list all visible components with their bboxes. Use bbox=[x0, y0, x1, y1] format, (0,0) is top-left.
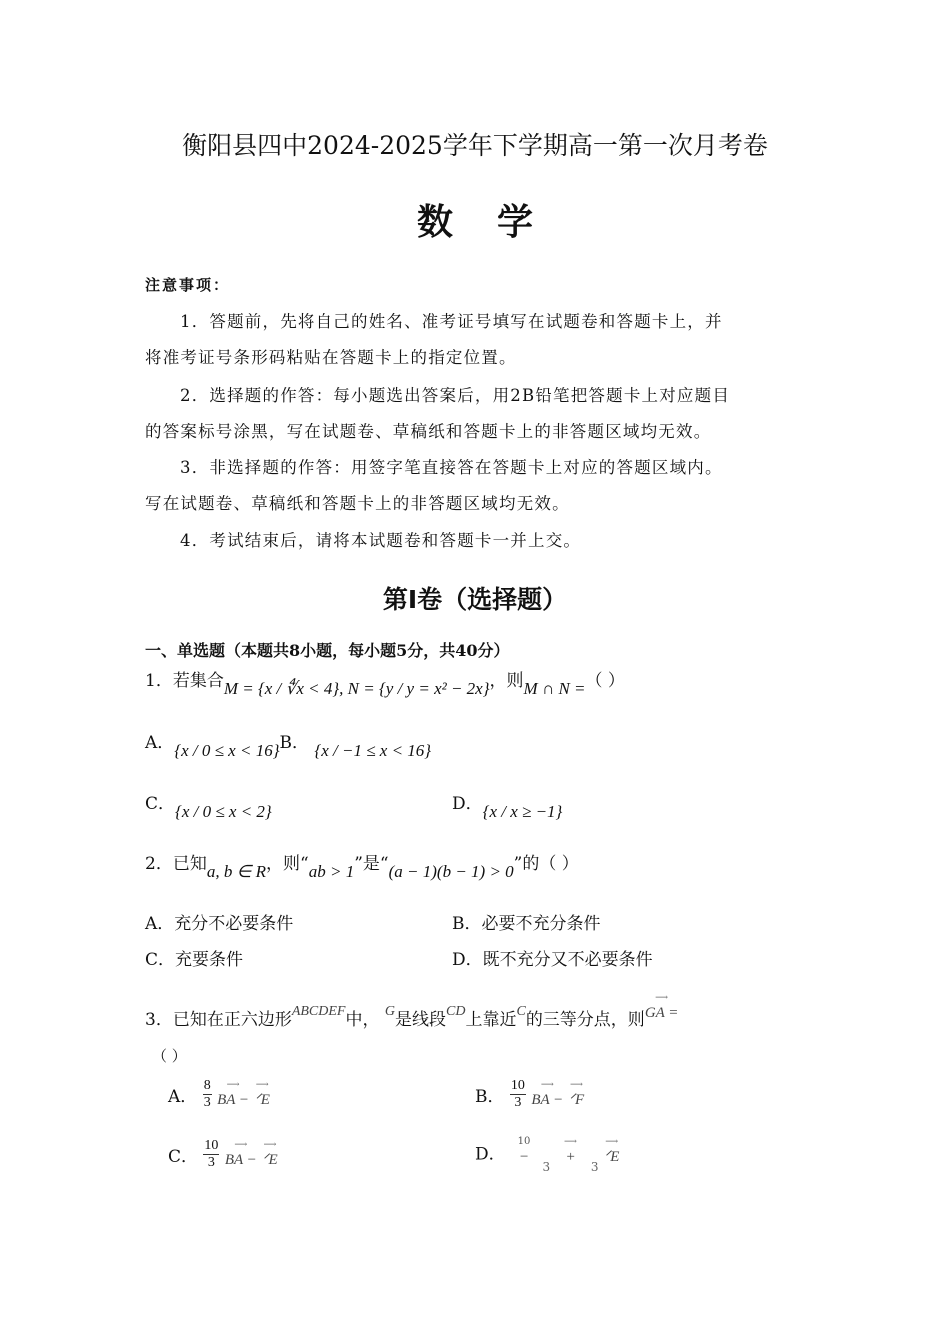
q3-option-d-term-2 bbox=[556, 1138, 586, 1166]
q1-option-a-label: A． bbox=[145, 733, 175, 753]
vector-arrow-icon: ⟶ bbox=[255, 1079, 269, 1090]
q3-option-b-label: B． bbox=[475, 1087, 505, 1107]
q2-q: (a − 1)(b − 1) > 0 bbox=[388, 862, 514, 881]
vector-arrow-icon: ⟶ bbox=[540, 1079, 554, 1090]
q3-option-d-term-1 bbox=[511, 1138, 537, 1166]
vector-arrow-icon: ⟶ bbox=[569, 1079, 583, 1090]
q1-prefix: 1．若集合 bbox=[145, 671, 224, 691]
notice-item-2-line-2: 的答案标号涂黑，写在试题卷、草稿纸和答题卡上的非答题区域均无效。 bbox=[145, 422, 712, 441]
q1-option-a-text: {x / 0 ≤ x < 16} bbox=[174, 741, 280, 760]
q3-mid1: 中， bbox=[345, 1010, 380, 1030]
notice-item-2-line-1: 2．选择题的作答：每小题选出答案后，用2B铅笔把答题卡上对应题目 bbox=[180, 386, 731, 405]
q1-option-d-label: D． bbox=[452, 794, 483, 814]
q3-mid3: 上靠近 bbox=[465, 1010, 517, 1030]
question-2 bbox=[145, 849, 579, 881]
q3-option-a-vector-2: ᐟE bbox=[254, 1091, 270, 1108]
q2-then: ，则“ bbox=[266, 854, 309, 874]
q1-option-b-label: B． bbox=[279, 733, 309, 753]
q3-option-b[interactable] bbox=[475, 1078, 584, 1111]
q3-segment-cd: CD bbox=[446, 1004, 466, 1019]
q1-option-d-text: {x / x ≥ −1} bbox=[482, 802, 563, 821]
vector-arrow-icon: ⟶ bbox=[605, 1137, 619, 1147]
notice-item-1-line-2: 将准考证号条形码粘贴在答题卡上的指定位置。 bbox=[145, 348, 517, 367]
q3-mid4: 的三等分点，则 bbox=[525, 1010, 645, 1030]
q2-option-c[interactable]: C．充要条件 bbox=[145, 950, 244, 970]
q3-option-a-vector-1: BA − bbox=[217, 1091, 250, 1108]
q3-option-d-den-1: 3 bbox=[542, 1159, 551, 1174]
question-1 bbox=[145, 666, 625, 698]
q2-end: ”的（ ） bbox=[513, 854, 579, 874]
q3-option-d[interactable] bbox=[475, 1138, 619, 1174]
vector-arrow-icon: ⟶ bbox=[234, 1139, 248, 1150]
subject-title: 数学 bbox=[416, 202, 577, 243]
q2-option-b[interactable]: B．必要不充分条件 bbox=[452, 914, 601, 934]
q3-option-d-vector: ᐟE bbox=[603, 1149, 620, 1165]
q1-paren: （ ） bbox=[585, 671, 625, 691]
q3-hexagon: ABCDEF bbox=[291, 1004, 346, 1019]
q3-option-d-den-2: 3 bbox=[590, 1159, 599, 1174]
q3-option-d-num: 10 bbox=[517, 1136, 531, 1147]
q1-expr: M ∩ N = bbox=[523, 679, 586, 698]
exam-title: 衡阳县四中2024-2025学年下学期高一第一次月考卷 bbox=[182, 131, 768, 160]
q3-option-b-vector-1: BA − bbox=[531, 1091, 564, 1108]
q3-option-b-fraction: $\frac{10}{3}$ bbox=[510, 1078, 525, 1110]
notice-item-3-line-1: 3．非选择题的作答：用签字笔直接答在答题卡上对应的答题区域内。 bbox=[180, 458, 723, 477]
q2-mid: ”是“ bbox=[354, 854, 389, 874]
q1-option-a[interactable] bbox=[145, 728, 432, 760]
q3-point-c: C bbox=[516, 1004, 526, 1019]
q3-option-c[interactable] bbox=[168, 1138, 278, 1171]
q3-option-c-vector-2: ᐟE bbox=[262, 1151, 278, 1168]
section-title: 第Ⅰ卷（选择题） bbox=[382, 585, 568, 614]
q3-option-b-vector-2: ᐟF bbox=[568, 1091, 585, 1108]
q3-option-d-plus: + bbox=[565, 1149, 576, 1165]
q2-p: ab > 1 bbox=[308, 862, 355, 881]
vector-arrow-icon: ⟶ bbox=[226, 1079, 240, 1090]
q1-option-c-label: C． bbox=[145, 794, 176, 814]
q2-option-a[interactable]: A．充分不必要条件 bbox=[145, 914, 294, 934]
notice-item-1-line-1: 1．答题前，先将自己的姓名、准考证号填写在试题卷和答题卡上，并 bbox=[180, 312, 723, 331]
q1-option-c[interactable] bbox=[145, 789, 272, 821]
part-heading: 一、单选题（本题共8小题，每小题5分，共40分） bbox=[145, 641, 510, 660]
q1-then: ，则 bbox=[489, 671, 524, 691]
vector-arrow-icon: ⟶ bbox=[655, 993, 669, 1003]
q3-option-a-label: A． bbox=[168, 1087, 198, 1107]
q3-paren: （ ） bbox=[152, 1047, 187, 1065]
q1-option-b-text: {x / −1 ≤ x < 16} bbox=[314, 741, 432, 760]
q3-prefix: 3．已知在正六边形 bbox=[145, 1010, 292, 1030]
q3-option-a[interactable] bbox=[168, 1078, 270, 1111]
vector-arrow-icon: ⟶ bbox=[263, 1139, 277, 1150]
q3-option-c-vector-1: BA − bbox=[224, 1151, 257, 1168]
question-3 bbox=[145, 994, 678, 1030]
q3-option-c-label: C． bbox=[168, 1147, 199, 1167]
q3-mid2: 是线段 bbox=[395, 1010, 447, 1030]
q2-prefix: 2．已知 bbox=[145, 854, 207, 874]
q2-option-d[interactable]: D．既不充分又不必要条件 bbox=[452, 950, 653, 970]
q1-option-c-text: {x / 0 ≤ x < 2} bbox=[175, 802, 272, 821]
q3-vector-ga: GA = bbox=[644, 1005, 679, 1021]
q1-sets: M = {x / ∜x < 4}, N = {y / y = x² − 2x} bbox=[223, 679, 490, 698]
q3-option-a-fraction: $\frac{8}{3}$ bbox=[203, 1078, 211, 1110]
q3-option-d-label: D． bbox=[475, 1144, 506, 1165]
notice-heading: 注意事项： bbox=[145, 276, 231, 294]
notice-item-3-line-2: 写在试题卷、草稿纸和答题卡上的非答题区域均无效。 bbox=[145, 494, 570, 513]
notice-item-4: 4．考试结束后，请将本试题卷和答题卡一并上交。 bbox=[180, 531, 582, 550]
q3-option-c-fraction: $\frac{10}{3}$ bbox=[204, 1138, 219, 1170]
q1-option-d[interactable] bbox=[452, 789, 563, 821]
q2-cond: a, b ∈ R bbox=[206, 862, 267, 881]
vector-arrow-icon: ⟶ bbox=[564, 1137, 577, 1147]
q3-option-d-minus: − bbox=[518, 1149, 530, 1165]
q3-point-g: G bbox=[384, 1004, 396, 1019]
